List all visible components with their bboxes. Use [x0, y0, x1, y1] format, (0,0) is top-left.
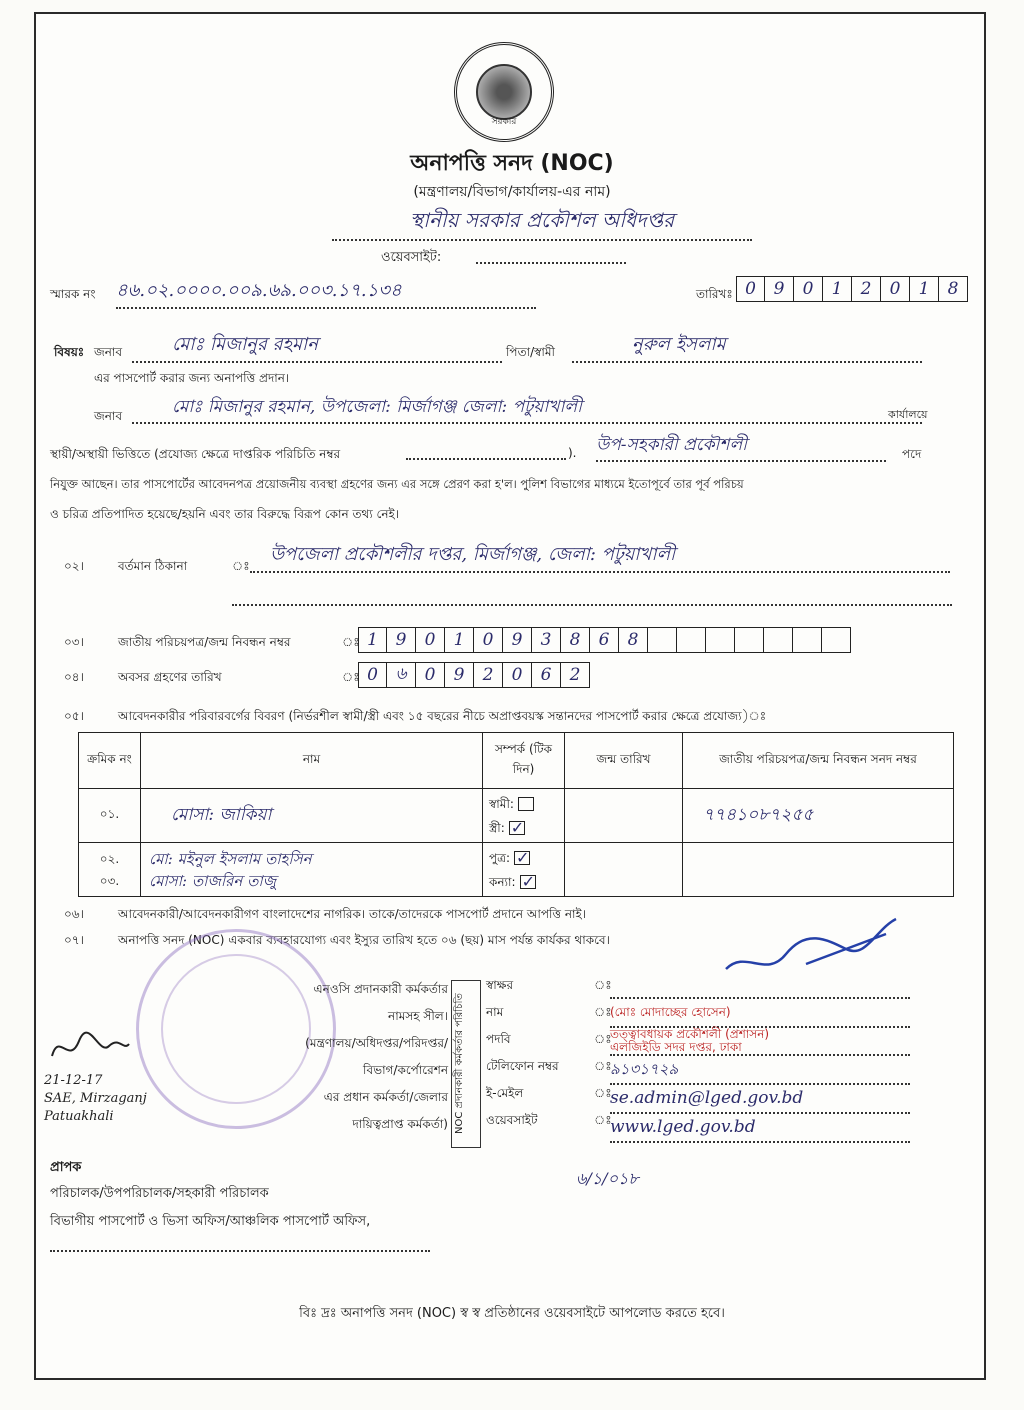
nid-digit: 1 [445, 627, 474, 653]
nid-boxes [358, 627, 851, 653]
hw-date: 21-12-17 [44, 1073, 103, 1088]
signatory-left [226, 976, 448, 1138]
signatory-line: এর প্রধান কর্মকর্তা/জেলার [323, 1090, 448, 1104]
body-mr: জনাব [94, 409, 123, 423]
designation-value: তত্ত্বাবধায়ক প্রকৌশলী (প্রশাসন) [610, 1027, 770, 1041]
colon: ঃ [594, 1086, 612, 1100]
nid-digit-empty [677, 627, 706, 653]
son-name: মো: মইনুল ইসলাম তাহসিন [149, 849, 312, 868]
item-02-label: বর্তমান ঠিকানা [118, 559, 188, 573]
email-label: ই-মেইল [486, 1086, 524, 1100]
item-02-value: উপজেলা প্রকৌশলীর দপ্তর, মির্জাগঞ্জ, জেলা: পটুয়াখালী [250, 540, 950, 573]
retire-digit: 0 [358, 662, 387, 688]
nid-digit: 9 [503, 627, 532, 653]
body-name-office: মোঃ মিজানুর রহমান, উপজেলা: মির্জাগঞ্জ জেলা: পটুয়াখালী [132, 394, 922, 424]
row1-dob [565, 789, 683, 843]
perm-blank [406, 458, 566, 460]
recipient-line1: পরিচালক/উপপরিচালক/সহকারী পরিচালক [50, 1186, 269, 1201]
colon: ঃ [594, 1005, 612, 1019]
memo-number: ৪৬.০২.০০০০.০০৯.৬৯.০০৩.১৭.১৩৪ [116, 276, 536, 309]
left-handwritten-note [44, 1072, 147, 1126]
recipient-label: প্রাপক [50, 1160, 82, 1175]
item-05-text: আবেদনকারীর পরিবারবর্গের বিবরণ (নির্ভরশীল স্বামী/স্ত্রী এবং ১৫ বছরের নীচে অপ্রাপ্তবয়স্ক সন্তানদের পাসপোর্ট করার ক্ষেত্রে প্রযোজ্য)ঃ [118, 709, 767, 723]
item-05-no: ০৫। [64, 709, 84, 723]
date-digit: 9 [765, 276, 794, 302]
item-02-blank [232, 604, 952, 606]
signatory-field-labels [486, 972, 559, 1134]
recipient-blank [50, 1250, 430, 1252]
nid-digit: 8 [561, 627, 590, 653]
row2-serial [79, 843, 141, 897]
date-digit: 0 [794, 276, 823, 302]
office-name: স্থানীয় সরকার প্রকৌশল অধিদপ্তর [332, 206, 752, 241]
rel-daughter-label: কন্যা: [489, 874, 516, 889]
serial-03: ০৩. [99, 873, 120, 888]
nid-digit: 8 [619, 627, 648, 653]
stamp-office-line: এলজিইডি সদর দপ্তর, ঢাকা [610, 1040, 742, 1054]
nid-digit: 6 [590, 627, 619, 653]
item-02-colon: ঃ [232, 559, 250, 573]
table-row [79, 789, 954, 843]
col-nid: জাতীয় পরিচয়পত্র/জন্ম নিবন্ধন সনদ নম্বর [683, 733, 954, 789]
item-04-label: অবসর গ্রহণের তারিখ [118, 670, 222, 684]
subject-mr: জনাব [94, 345, 123, 359]
item-03-colon: ঃ [342, 635, 360, 649]
colon: ঃ [594, 978, 612, 992]
website-field-label: ওয়েবসাইট [486, 1113, 538, 1127]
father-label: পিতা/স্বামী [506, 345, 555, 359]
nid-digit-empty [706, 627, 735, 653]
rel-wife-label: স্ত্রী: [489, 820, 505, 835]
retire-digit: 2 [474, 662, 503, 688]
col-serial: ক্রমিক নং [79, 733, 141, 789]
seal-emblem-icon [476, 64, 532, 120]
nid-digit-empty [764, 627, 793, 653]
nid-digit: 1 [358, 627, 387, 653]
email-value: se.admin@lged.gov.bd [610, 1085, 910, 1114]
item-02-no: ০২। [64, 559, 84, 573]
date-digit: 1 [910, 276, 939, 302]
designation: উপ-সহকারী প্রকৌশলী [596, 432, 886, 462]
daughter-checkbox[interactable] [520, 875, 536, 889]
seal-text: সরকার [491, 117, 517, 127]
officer-designation [610, 1028, 910, 1056]
row2-nid [683, 843, 954, 897]
subject-name: মোঃ মিজানুর রহমান [132, 330, 502, 363]
col-name: নাম [141, 733, 483, 789]
retire-date-boxes [358, 662, 590, 688]
husband-checkbox[interactable] [518, 797, 534, 811]
subtitle: (মন্ত্রণালয়/বিভাগ/কার্যালয়-এর নাম) [413, 184, 611, 200]
website-label: ওয়েবসাইট: [381, 250, 442, 265]
row1-relation [483, 789, 565, 843]
officer-signature [716, 909, 906, 989]
row2-dob [565, 843, 683, 897]
para1: নিযুক্ত আছেন। তার পাসপোর্টের আবেদনপত্র প্রয়োজনীয় ব্যবস্থা গ্রহণের জন্য এর সঙ্গে প্রেরণ করা হ'ল। পুলিশ বিভাগের মাধ্যমে ইতোপূর্বে তার পূর্ব পরিচয় [50, 477, 744, 491]
perm-close: ). [568, 446, 577, 460]
item-03-label: জাতীয় পরিচয়পত্র/জন্ম নিবন্ধন নম্বর [118, 635, 291, 649]
retire-digit: 6 [532, 662, 561, 688]
date-digit: 0 [736, 276, 765, 302]
item-06-no: ০৬। [64, 907, 84, 921]
row2-names [141, 843, 483, 897]
signatory-line: বিভাগ/কর্পোরেশন [363, 1063, 448, 1077]
post-label: পদে [902, 447, 922, 461]
signature-label: স্বাক্ষর [486, 978, 514, 992]
item-07-no: ০৭। [64, 933, 84, 947]
rel-son-label: পুত্র: [489, 850, 511, 865]
date-label: তারিখঃ [696, 287, 733, 301]
row1-serial: ০১. [79, 789, 141, 843]
date-boxes [736, 276, 968, 302]
signatory-line: (মন্ত্রণালয়/অধিদপ্তর/পরিদপ্তর/ [305, 1036, 448, 1050]
right-handwritten-note: ৬/১/০১৮ [576, 1169, 639, 1188]
item-04-colon: ঃ [342, 670, 360, 684]
date-digit: 8 [939, 276, 968, 302]
signatory-line: নামসহ সীল। [388, 1009, 448, 1023]
page-title: অনাপত্তি সনদ (NOC) [410, 151, 614, 176]
retire-digit: ৬ [387, 662, 416, 688]
para2: ও চরিত্র প্রতিপাদিত হয়েছে/হয়নি এবং তার বিরুদ্ধে বিরূপ কোন তথ্য নেই। [50, 507, 400, 521]
colon: ঃ [594, 1059, 612, 1073]
recipient-line2: বিভাগীয় পাসপোর্ট ও ভিসা অফিস/আঞ্চলিক পাসপোর্ট অফিস, [50, 1214, 371, 1229]
hw-line3: Patuakhali [44, 1109, 114, 1124]
subject-line2: এর পাসপোর্ট করার জন্য অনাপত্তি প্রদান। [94, 371, 290, 385]
item-07-text: অনাপত্তি সনদ (NOC) একবার ব্যবহারযোগ্য এবং ইস্যুর তারিখ হতে ০৬ (ছয়) মাস পর্যন্ত কার্যকর থাকবে। [118, 933, 610, 947]
phone-value: ৯১৩১৭২৯ [610, 1056, 910, 1085]
nid-digit: 3 [532, 627, 561, 653]
item-06-text: আবেদনকারী/আবেদনকারীগণ বাংলাদেশের নাগরিক। তাকে/তাদেরকে পাসপোর্ট প্রদানে আপত্তি নাই। [118, 907, 587, 921]
hw-line2: SAE, Mirzaganj [44, 1091, 147, 1106]
perm-text: স্থায়ী/অস্থায়ী ভিত্তিতে (প্রযোজ্য ক্ষেত্রে দাপ্তরিক পরিচিতি নম্বর [50, 447, 341, 461]
signatory-line: এনওসি প্রদানকারী কর্মকর্তার [313, 982, 448, 996]
row2-relation [483, 843, 565, 897]
footer-note: বিঃ দ্রঃ অনাপত্তি সনদ (NOC) স্ব স্ব প্রতিষ্ঠানের ওয়েবসাইটে আপলোড করতে হবে। [299, 1306, 725, 1321]
signatory-colons [594, 972, 612, 1134]
vertical-stamp: NOC প্রদানকারী কর্মকর্তার পরিচিতি [451, 980, 481, 1148]
retire-digit: 2 [561, 662, 590, 688]
family-table [78, 732, 954, 897]
memo-label: স্মারক নং [50, 287, 96, 301]
nid-digit: 9 [387, 627, 416, 653]
nid-digit: 0 [474, 627, 503, 653]
wife-checkbox[interactable] [509, 821, 525, 835]
website-blank [476, 262, 626, 264]
nid-digit-empty [735, 627, 764, 653]
row1-name: মোসা: জাকিয়া [141, 789, 483, 843]
signatory-line: দায়িত্বপ্রাপ্ত কর্মকর্তা) [352, 1117, 448, 1131]
colon: ঃ [594, 1113, 612, 1127]
government-seal [454, 42, 554, 142]
designation-label: পদবি [486, 1032, 511, 1046]
website-value: www.lged.gov.bd [610, 1114, 910, 1143]
col-dob: জন্ম তারিখ [565, 733, 683, 789]
serial-02: ০২. [99, 851, 120, 866]
table-header-row [79, 733, 954, 789]
office-suffix: কার্যালয়ে [888, 408, 928, 421]
table-row [79, 843, 954, 897]
noc-document [34, 12, 986, 1380]
son-checkbox[interactable] [514, 851, 530, 865]
retire-digit: 9 [445, 662, 474, 688]
item-04-no: ০৪। [64, 670, 84, 684]
daughter-name: মোসা: তাজরিন তাজু [149, 871, 277, 890]
date-digit: 1 [823, 276, 852, 302]
retire-digit: 0 [416, 662, 445, 688]
officer-name: (মোঃ মোদাচ্ছের হোসেন) [610, 999, 910, 1028]
nid-digit-empty [793, 627, 822, 653]
nid-digit-empty [822, 627, 851, 653]
name-label: নাম [486, 1005, 504, 1019]
nid-digit: 0 [416, 627, 445, 653]
phone-label: টেলিফোন নম্বর [486, 1059, 559, 1073]
item-03-no: ০৩। [64, 635, 84, 649]
col-relation: সম্পর্ক (টিক দিন) [483, 733, 565, 789]
colon: ঃ [594, 1032, 612, 1046]
nid-digit-empty [648, 627, 677, 653]
father-name: নুরুল ইসলাম [572, 330, 922, 363]
date-digit: 0 [881, 276, 910, 302]
left-signature [44, 1026, 134, 1071]
signatory-values [610, 972, 910, 1143]
rel-husband-label: স্বামী: [489, 796, 514, 811]
row1-nid: ৭৭৪১০৮৭২৫৫ [683, 789, 954, 843]
subject-label: বিষয়ঃ [54, 345, 85, 359]
retire-digit: 0 [503, 662, 532, 688]
date-digit: 2 [852, 276, 881, 302]
